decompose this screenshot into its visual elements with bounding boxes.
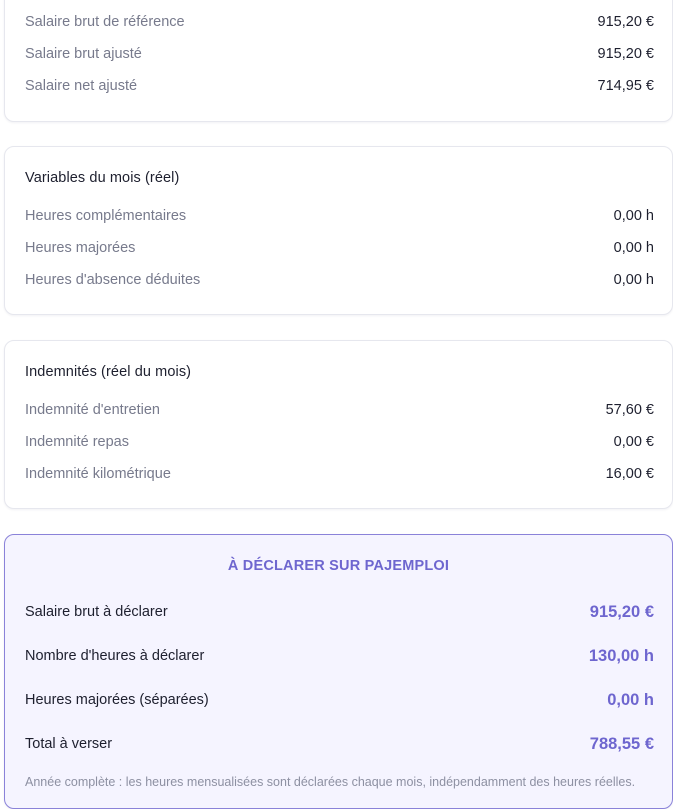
indemnities-row-value: 57,60 €	[605, 402, 654, 418]
variables-row-value: 0,00 h	[613, 272, 654, 288]
indemnities-row-value: 0,00 €	[613, 434, 654, 450]
indemnities-row-label: Indemnité kilométrique	[25, 466, 171, 482]
variables-row-value: 0,00 h	[613, 208, 654, 224]
declare-row-value: 788,55 €	[589, 734, 654, 753]
summary-row-net-adjusted	[25, 76, 654, 96]
declare-row-value: 130,00 h	[588, 646, 654, 665]
indemnities-row-value: 16,00 €	[605, 466, 654, 482]
variables-row-overtime-hours	[25, 238, 654, 258]
pajemploi-declaration-card	[4, 534, 673, 809]
declare-row-value: 0,00 h	[607, 690, 654, 709]
summary-row-value: 714,95 €	[597, 78, 654, 94]
declare-row-label: Heures majorées (séparées)	[25, 692, 209, 708]
variables-row-label: Heures complémentaires	[25, 208, 187, 224]
summary-row-value: 915,20 €	[597, 46, 654, 62]
variables-row-absence-hours	[25, 270, 654, 290]
summary-row-label: Salaire brut ajusté	[25, 46, 142, 62]
summary-row-gross-reference	[25, 12, 654, 32]
monthly-variables-card	[4, 146, 673, 315]
variables-row-extra-hours	[25, 206, 654, 226]
card-title: Indemnités (réel du mois)	[25, 364, 192, 380]
variables-row-label: Heures majorées	[25, 240, 136, 256]
declare-row-label: Total à verser	[25, 736, 113, 752]
declare-row-hours	[25, 644, 654, 668]
declare-row-gross-salary	[25, 600, 654, 624]
card-title: Variables du mois (réel)	[25, 170, 180, 186]
declare-row-overtime	[25, 688, 654, 712]
declare-row-total	[25, 732, 654, 756]
indemnities-row-label: Indemnité repas	[25, 434, 129, 450]
declare-row-value: 915,20 €	[589, 602, 654, 621]
declaration-footnote: Année complète : les heures mensualisées sont déclarées chaque mois, indépendamment des heures réelles.	[25, 775, 636, 789]
indemnities-row-maintenance	[25, 400, 654, 420]
salary-summary-card	[4, 0, 673, 122]
declare-row-label: Salaire brut à déclarer	[25, 604, 168, 620]
variables-row-value: 0,00 h	[613, 240, 654, 256]
declare-row-label: Nombre d'heures à déclarer	[25, 648, 205, 664]
variables-row-label: Heures d'absence déduites	[25, 272, 201, 288]
summary-row-label: Salaire brut de référence	[25, 14, 185, 30]
summary-row-gross-adjusted	[25, 44, 654, 64]
declaration-heading: À DÉCLARER SUR PAJEMPLOI	[227, 558, 450, 574]
indemnities-card	[4, 340, 673, 509]
summary-row-label: Salaire net ajusté	[25, 78, 138, 94]
indemnities-row-meal	[25, 432, 654, 452]
indemnities-row-mileage	[25, 464, 654, 484]
summary-row-value: 915,20 €	[597, 14, 654, 30]
indemnities-row-label: Indemnité d'entretien	[25, 402, 160, 418]
